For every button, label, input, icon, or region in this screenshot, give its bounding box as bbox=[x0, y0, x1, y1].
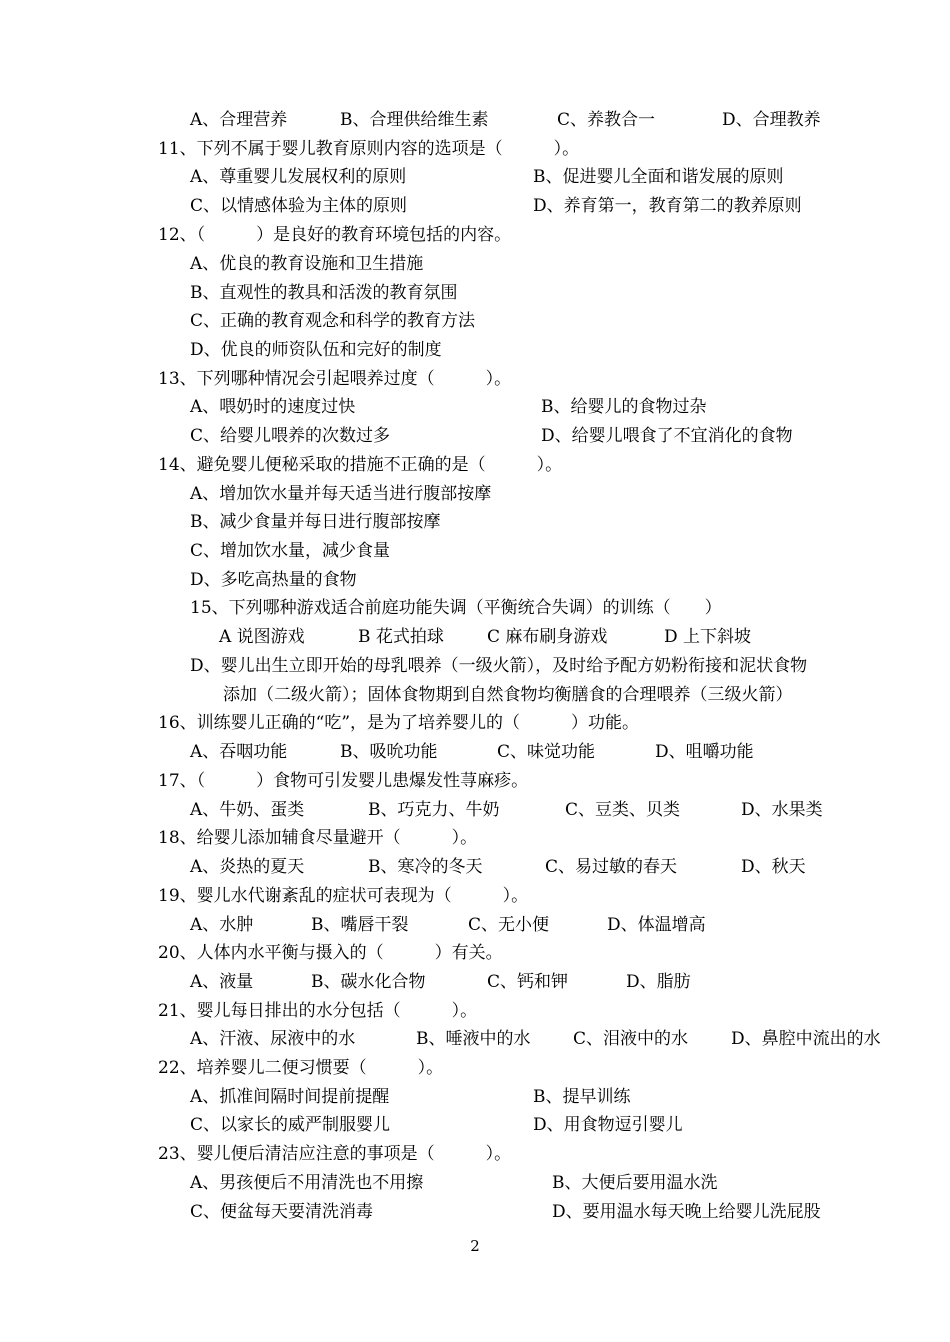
q12-option-c: C、正确的教育观念和科学的教育方法 bbox=[190, 311, 476, 331]
q16-option-c: C、味觉功能 bbox=[497, 742, 596, 762]
q10-option-c: C、养教合一 bbox=[557, 110, 656, 130]
q18-stem: 18、给婴儿添加辅食尽量避开（ ）。 bbox=[158, 828, 478, 848]
q11-option-d: D、养育第一，教育第二的教养原则 bbox=[533, 196, 802, 216]
q22-option-d: D、用食物逗引婴儿 bbox=[533, 1115, 683, 1135]
q21-option-b: B、唾液中的水 bbox=[416, 1029, 531, 1049]
q11-option-a: A、尊重婴儿发展权利的原则 bbox=[190, 167, 407, 187]
q12-option-d: D、优良的师资队伍和完好的制度 bbox=[190, 340, 442, 360]
q20-option-b: B、碳水化合物 bbox=[311, 972, 426, 992]
q19-option-c: C、无小便 bbox=[468, 915, 550, 935]
q16-option-d: D、咀嚼功能 bbox=[655, 742, 754, 762]
q15-option-b: B 花式拍球 bbox=[358, 627, 444, 647]
q11-option-b: B、促进婴儿全面和谐发展的原则 bbox=[533, 167, 784, 187]
q13-option-c: C、给婴儿喂养的次数过多 bbox=[190, 426, 391, 446]
q11-stem: 11、下列不属于婴儿教育原则内容的选项是（ ）。 bbox=[158, 139, 580, 159]
q15-stem: 15、下列哪种游戏适合前庭功能失调（平衡统合失调）的训练（ ） bbox=[190, 598, 722, 618]
q10-option-d: D、合理教养 bbox=[722, 110, 821, 130]
q19-stem: 19、婴儿水代谢紊乱的症状可表现为（ ）。 bbox=[158, 886, 529, 906]
q14-stem: 14、避免婴儿便秘采取的措施不正确的是（ ）。 bbox=[158, 455, 563, 475]
q23-stem: 23、婴儿便后清洁应注意的事项是（ ）。 bbox=[158, 1144, 512, 1164]
q13-option-a: A、喂奶时的速度过快 bbox=[190, 397, 356, 417]
q12-option-a: A、优良的教育设施和卫生措施 bbox=[190, 254, 424, 274]
page-number: 2 bbox=[470, 1237, 480, 1255]
q23-option-b: B、大便后要用温水洗 bbox=[552, 1173, 718, 1193]
q14-option-c: C、增加饮水量，减少食量 bbox=[190, 541, 391, 561]
q23-option-a: A、男孩便后不用清洗也不用擦 bbox=[190, 1173, 424, 1193]
q16-option-b: B、吸吮功能 bbox=[340, 742, 438, 762]
q13-stem: 13、下列哪种情况会引起喂养过度（ ）。 bbox=[158, 369, 512, 389]
q14-option-d: D、多吃高热量的食物 bbox=[190, 570, 357, 590]
q18-option-a: A、炎热的夏天 bbox=[190, 857, 305, 877]
q20-option-d: D、脂肪 bbox=[626, 972, 691, 992]
q21-option-c: C、泪液中的水 bbox=[573, 1029, 689, 1049]
q13-option-d: D、给婴儿喂食了不宜消化的食物 bbox=[541, 426, 793, 446]
q21-option-d: D、鼻腔中流出的水 bbox=[731, 1029, 881, 1049]
q15-option-c: C 麻布刷身游戏 bbox=[487, 627, 608, 647]
q12-option-b: B、直观性的教具和活泼的教育氛围 bbox=[190, 283, 458, 303]
q17-stem: 17、（ ）食物可引发婴儿患爆发性荨麻疹。 bbox=[158, 771, 529, 791]
q22-option-b: B、提早训练 bbox=[533, 1087, 631, 1107]
q18-option-c: C、易过敏的春天 bbox=[545, 857, 678, 877]
q22-stem: 22、培养婴儿二便习惯要（ ）。 bbox=[158, 1058, 444, 1078]
q16-option-a: A、吞咽功能 bbox=[190, 742, 288, 762]
q21-option-a: A、汗液、尿液中的水 bbox=[190, 1029, 356, 1049]
q15-option-d: D 上下斜坡 bbox=[664, 627, 752, 647]
q22-option-c: C、以家长的威严制服婴儿 bbox=[190, 1115, 391, 1135]
q10-option-a: A、合理营养 bbox=[190, 110, 288, 130]
q16-stem: 16、训练婴儿正确的“吃”，是为了培养婴儿的（ ）功能。 bbox=[158, 713, 640, 733]
q23-option-d: D、要用温水每天晚上给婴儿洗屁股 bbox=[552, 1202, 821, 1222]
q19-option-b: B、嘴唇干裂 bbox=[311, 915, 409, 935]
q23-option-c: C、便盆每天要清洗消毒 bbox=[190, 1202, 374, 1222]
q18-option-d: D、秋天 bbox=[741, 857, 806, 877]
q20-option-a: A、液量 bbox=[190, 972, 254, 992]
q20-option-c: C、钙和钾 bbox=[487, 972, 569, 992]
q10-option-b: B、合理供给维生素 bbox=[340, 110, 489, 130]
q22-option-a: A、抓准间隔时间提前提醒 bbox=[190, 1087, 390, 1107]
q17-option-c: C、豆类、贝类 bbox=[565, 800, 681, 820]
stray-option-line-2: 添加（二级火箭）；固体食物期到自然食物均衡膳食的合理喂养（三级火箭） bbox=[223, 685, 793, 705]
q13-option-b: B、给婴儿的食物过杂 bbox=[541, 397, 707, 417]
q17-option-b: B、巧克力、牛奶 bbox=[368, 800, 500, 820]
q11-option-c: C、以情感体验为主体的原则 bbox=[190, 196, 408, 216]
q14-option-b: B、减少食量并每日进行腹部按摩 bbox=[190, 512, 441, 532]
q19-option-d: D、体温增高 bbox=[607, 915, 706, 935]
q19-option-a: A、水肿 bbox=[190, 915, 254, 935]
q12-stem: 12、（ ）是良好的教育环境包括的内容。 bbox=[158, 225, 512, 245]
q21-stem: 21、婴儿每日排出的水分包括（ ）。 bbox=[158, 1001, 478, 1021]
q17-option-a: A、牛奶、蛋类 bbox=[190, 800, 305, 820]
q20-stem: 20、人体内水平衡与摄入的（ ）有关。 bbox=[158, 943, 503, 963]
q14-option-a: A、增加饮水量并每天适当进行腹部按摩 bbox=[190, 484, 492, 504]
q15-option-a: A 说图游戏 bbox=[219, 627, 305, 647]
q18-option-b: B、寒冷的冬天 bbox=[368, 857, 483, 877]
stray-option-line-1: D、婴儿出生立即开始的母乳喂养（一级火箭），及时给予配方奶粉衔接和泥状食物 bbox=[190, 656, 808, 676]
q17-option-d: D、水果类 bbox=[741, 800, 823, 820]
